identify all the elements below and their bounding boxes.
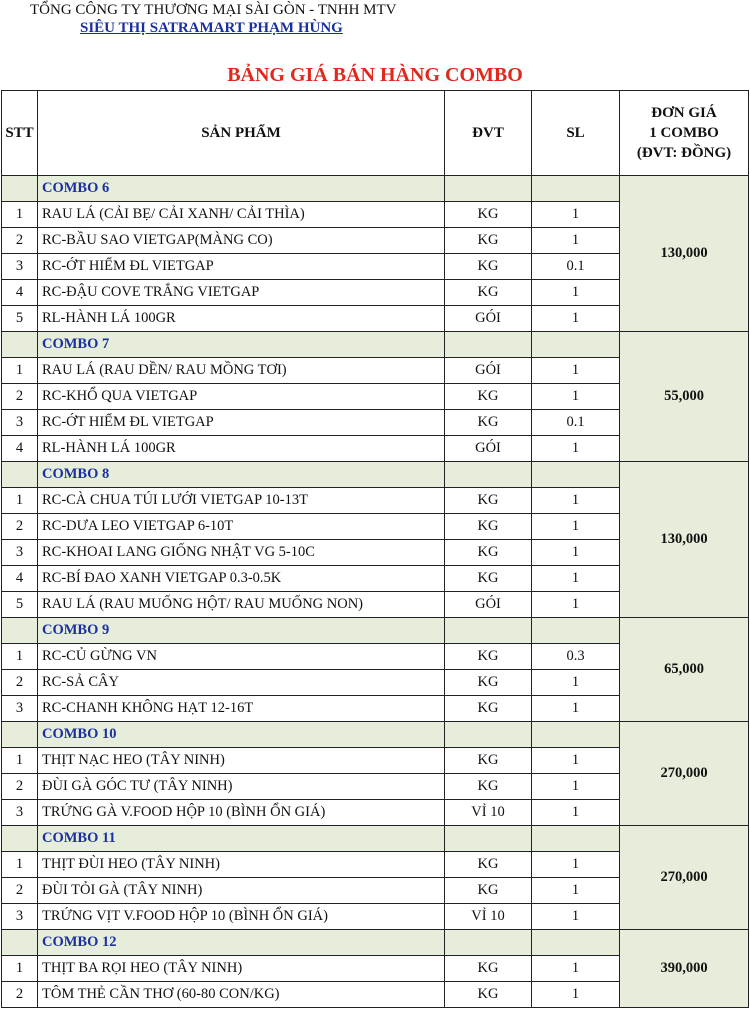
item-qty: 1 — [532, 306, 620, 332]
combo-unit-cell — [445, 618, 532, 644]
combo-header-row — [2, 332, 749, 358]
price-header-line1: ĐƠN GIÁ — [651, 105, 717, 121]
item-qty: 1 — [532, 748, 620, 774]
item-unit: KG — [445, 982, 532, 1008]
item-qty: 1 — [532, 670, 620, 696]
combo-stt-cell — [2, 930, 38, 956]
item-stt: 1 — [2, 956, 38, 982]
combo-stt-cell — [2, 176, 38, 202]
item-stt: 3 — [2, 696, 38, 722]
item-product: ĐÙI GÀ GÓC TƯ (TÂY NINH) — [38, 774, 445, 800]
item-product: RC-ỚT HIỂM ĐL VIETGAP — [38, 254, 445, 280]
item-stt: 1 — [2, 748, 38, 774]
item-unit: KG — [445, 774, 532, 800]
item-unit: KG — [445, 748, 532, 774]
item-qty: 1 — [532, 202, 620, 228]
combo-qty-cell — [532, 462, 620, 488]
combo-qty-cell — [532, 176, 620, 202]
combo-name: COMBO 11 — [38, 826, 445, 852]
item-unit: KG — [445, 202, 532, 228]
item-unit: KG — [445, 280, 532, 306]
combo-unit-cell — [445, 462, 532, 488]
item-product: RC-ĐẬU COVE TRẮNG VIETGAP — [38, 280, 445, 306]
combo-header-row — [2, 826, 749, 852]
company-name: TỔNG CÔNG TY THƯƠNG MẠI SÀI GÒN - TNHH MTV — [30, 2, 397, 18]
item-unit: VỈ 10 — [445, 800, 532, 826]
item-unit: KG — [445, 566, 532, 592]
item-unit: KG — [445, 228, 532, 254]
item-stt: 2 — [2, 982, 38, 1008]
combo-name: COMBO 6 — [38, 176, 445, 202]
item-unit: KG — [445, 852, 532, 878]
item-stt: 3 — [2, 540, 38, 566]
item-stt: 1 — [2, 644, 38, 670]
combo-unit-cell — [445, 176, 532, 202]
item-qty: 1 — [532, 956, 620, 982]
item-product: RAU LÁ (CẢI BẸ/ CẢI XANH/ CẢI THÌA) — [38, 202, 445, 228]
item-stt: 1 — [2, 202, 38, 228]
item-qty: 1 — [532, 514, 620, 540]
item-stt: 2 — [2, 514, 38, 540]
item-product: RC-DƯA LEO VIETGAP 6-10T — [38, 514, 445, 540]
combo-name: COMBO 7 — [38, 332, 445, 358]
item-unit: KG — [445, 384, 532, 410]
item-stt: 4 — [2, 566, 38, 592]
combo-price: 270,000 — [620, 826, 749, 930]
item-product: TRỨNG VỊT V.FOOD HỘP 10 (BÌNH ỔN GIÁ) — [38, 904, 445, 930]
item-product: TRỨNG GÀ V.FOOD HỘP 10 (BÌNH ỔN GIÁ) — [38, 800, 445, 826]
table-body — [2, 176, 749, 1008]
item-stt: 4 — [2, 280, 38, 306]
combo-header-row — [2, 176, 749, 202]
item-unit: KG — [445, 670, 532, 696]
item-qty: 1 — [532, 228, 620, 254]
item-stt: 5 — [2, 592, 38, 618]
item-unit: KG — [445, 878, 532, 904]
item-stt: 3 — [2, 410, 38, 436]
combo-price: 130,000 — [620, 462, 749, 618]
combo-unit-cell — [445, 332, 532, 358]
item-unit: KG — [445, 696, 532, 722]
combo-price: 390,000 — [620, 930, 749, 1008]
item-product: THỊT NẠC HEO (TÂY NINH) — [38, 748, 445, 774]
column-header-product: SẢN PHẨM — [38, 91, 445, 176]
item-product: RC-BÍ ĐAO XANH VIETGAP 0.3-0.5K — [38, 566, 445, 592]
item-stt: 1 — [2, 358, 38, 384]
combo-qty-cell — [532, 722, 620, 748]
item-unit: KG — [445, 488, 532, 514]
item-product: RC-ỚT HIỂM ĐL VIETGAP — [38, 410, 445, 436]
item-qty: 1 — [532, 436, 620, 462]
price-header-line3: (ĐVT: ĐỒNG) — [636, 145, 732, 161]
item-unit: KG — [445, 540, 532, 566]
item-product: ĐÙI TỎI GÀ (TÂY NINH) — [38, 878, 445, 904]
item-unit: GÓI — [445, 436, 532, 462]
combo-name: COMBO 12 — [38, 930, 445, 956]
item-qty: 1 — [532, 696, 620, 722]
item-product: THỊT ĐÙI HEO (TÂY NINH) — [38, 852, 445, 878]
item-stt: 2 — [2, 384, 38, 410]
item-qty: 1 — [532, 774, 620, 800]
item-stt: 2 — [2, 228, 38, 254]
item-unit: GÓI — [445, 358, 532, 384]
item-qty: 1 — [532, 982, 620, 1008]
item-product: RC-SẢ CÂY — [38, 670, 445, 696]
column-header-qty: SL — [532, 91, 620, 176]
item-qty: 1 — [532, 800, 620, 826]
combo-qty-cell — [532, 930, 620, 956]
item-product: RL-HÀNH LÁ 100GR — [38, 306, 445, 332]
item-stt: 4 — [2, 436, 38, 462]
combo-name: COMBO 8 — [38, 462, 445, 488]
combo-unit-cell — [445, 722, 532, 748]
item-stt: 2 — [2, 774, 38, 800]
item-qty: 1 — [532, 358, 620, 384]
item-unit: KG — [445, 410, 532, 436]
item-qty: 1 — [532, 852, 620, 878]
item-product: RC-BẦU SAO VIETGAP(MÀNG CO) — [38, 228, 445, 254]
item-qty: 1 — [532, 878, 620, 904]
item-product: TÔM THẺ CẦN THƠ (60-80 CON/KG) — [38, 982, 445, 1008]
item-stt: 2 — [2, 670, 38, 696]
combo-qty-cell — [532, 826, 620, 852]
item-product: RC-KHOAI LANG GIỐNG NHẬT VG 5-10C — [38, 540, 445, 566]
item-qty: 0.1 — [532, 410, 620, 436]
column-header-stt: STT — [2, 91, 38, 176]
item-product: RC-CÀ CHUA TÚI LƯỚI VIETGAP 10-13T — [38, 488, 445, 514]
item-stt: 5 — [2, 306, 38, 332]
item-qty: 1 — [532, 904, 620, 930]
item-stt: 3 — [2, 904, 38, 930]
item-qty: 0.1 — [532, 254, 620, 280]
item-product: RL-HÀNH LÁ 100GR — [38, 436, 445, 462]
item-stt: 2 — [2, 878, 38, 904]
item-qty: 1 — [532, 592, 620, 618]
item-product: RAU LÁ (RAU MUỐNG HỘT/ RAU MUỐNG NON) — [38, 592, 445, 618]
combo-price: 65,000 — [620, 618, 749, 722]
combo-name: COMBO 10 — [38, 722, 445, 748]
combo-stt-cell — [2, 462, 38, 488]
item-unit: VỈ 10 — [445, 904, 532, 930]
item-qty: 1 — [532, 488, 620, 514]
item-qty: 1 — [532, 280, 620, 306]
item-stt: 3 — [2, 254, 38, 280]
combo-stt-cell — [2, 332, 38, 358]
combo-header-row — [2, 722, 749, 748]
combo-price-table — [1, 90, 749, 1008]
item-stt: 1 — [2, 488, 38, 514]
combo-header-row — [2, 930, 749, 956]
column-header-unit: ĐVT — [445, 91, 532, 176]
combo-name: COMBO 9 — [38, 618, 445, 644]
item-stt: 3 — [2, 800, 38, 826]
item-unit: KG — [445, 254, 532, 280]
combo-price: 130,000 — [620, 176, 749, 332]
item-qty: 0.3 — [532, 644, 620, 670]
item-qty: 1 — [532, 384, 620, 410]
combo-stt-cell — [2, 618, 38, 644]
item-qty: 1 — [532, 540, 620, 566]
combo-unit-cell — [445, 930, 532, 956]
item-product: RC-CỦ GỪNG VN — [38, 644, 445, 670]
item-stt: 1 — [2, 852, 38, 878]
item-product: THỊT BA RỌI HEO (TÂY NINH) — [38, 956, 445, 982]
item-qty: 1 — [532, 566, 620, 592]
combo-stt-cell — [2, 826, 38, 852]
item-product: RC-CHANH KHÔNG HẠT 12-16T — [38, 696, 445, 722]
combo-stt-cell — [2, 722, 38, 748]
combo-price: 55,000 — [620, 332, 749, 462]
item-unit: KG — [445, 514, 532, 540]
table-header-row — [2, 91, 749, 176]
combo-header-row — [2, 618, 749, 644]
page-title: BẢNG GIÁ BÁN HÀNG COMBO — [227, 64, 523, 86]
item-unit: GÓI — [445, 592, 532, 618]
item-unit: KG — [445, 956, 532, 982]
store-name: SIÊU THỊ SATRAMART PHẠM HÙNG — [80, 20, 343, 36]
combo-qty-cell — [532, 618, 620, 644]
combo-qty-cell — [532, 332, 620, 358]
item-unit: GÓI — [445, 306, 532, 332]
item-product: RC-KHỔ QUA VIETGAP — [38, 384, 445, 410]
combo-unit-cell — [445, 826, 532, 852]
column-header-price — [620, 91, 749, 176]
item-unit: KG — [445, 644, 532, 670]
combo-header-row — [2, 462, 749, 488]
combo-price: 270,000 — [620, 722, 749, 826]
item-product: RAU LÁ (RAU DỀN/ RAU MỒNG TƠI) — [38, 358, 445, 384]
price-header-line2: 1 COMBO — [649, 125, 719, 141]
